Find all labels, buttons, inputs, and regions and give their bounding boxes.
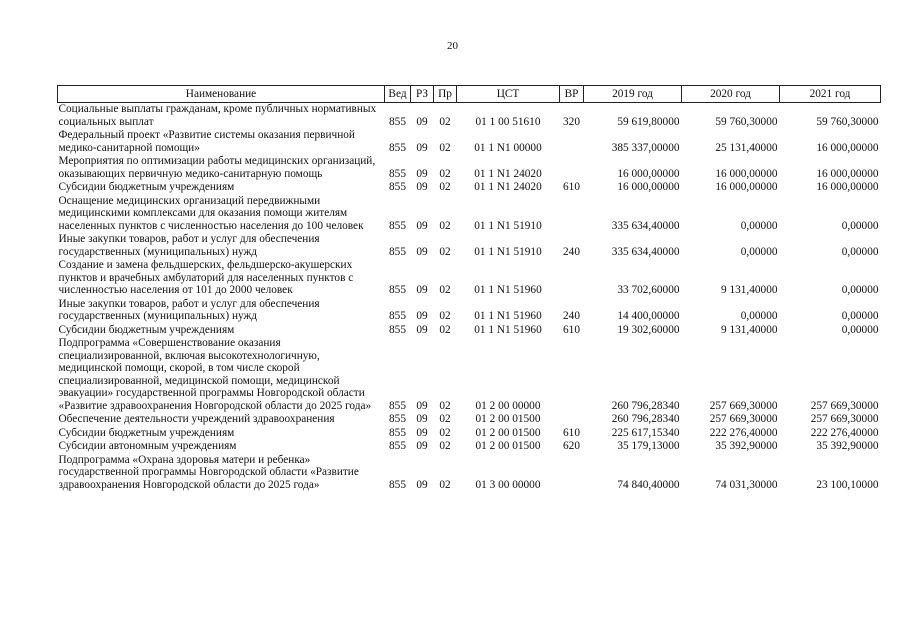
cell-rz: 09 (416, 181, 428, 193)
cell-rz: 09 (416, 426, 428, 439)
cell-2021: 0,00000 (841, 284, 879, 296)
table-row (58, 181, 881, 195)
cell-rz: 09 (416, 167, 428, 180)
table-row (58, 454, 881, 493)
cell-cst: 01 2 00 01500 (475, 413, 541, 425)
cell-rz: 09 (416, 413, 428, 425)
cell-pr: 02 (439, 141, 451, 154)
cell-cst: 01 2 00 00000 (475, 399, 541, 412)
cell-pr: 02 (439, 399, 451, 412)
cell-pr: 02 (439, 167, 451, 180)
header-rz: РЗ (411, 86, 434, 103)
cell-cst: 01 1 N1 51910 (474, 245, 542, 258)
cell-2019: 335 634,40000 (611, 219, 680, 232)
cell-rz: 09 (416, 440, 428, 452)
cell-ved: 855 (389, 310, 406, 322)
cell-pr: 02 (439, 181, 451, 193)
header-name: Наименование (58, 86, 385, 103)
header-cst: ЦСТ (457, 86, 560, 103)
cell-rz: 09 (416, 245, 428, 258)
budget-table (57, 85, 881, 492)
header-2020: 2020 год (682, 86, 780, 103)
cell-2021: 16 000,00000 (816, 167, 879, 180)
cell-pr: 02 (439, 115, 451, 128)
cell-vr: 240 (563, 310, 580, 322)
cell-cst: 01 1 N1 00000 (474, 141, 542, 154)
table-body (58, 103, 881, 493)
cell-2021: 16 000,00000 (816, 141, 879, 154)
cell-cst: 01 1 N1 24020 (474, 167, 542, 180)
cell-2021: 222 276,40000 (810, 426, 879, 439)
cell-ved: 855 (389, 323, 406, 336)
cell-pr: 02 (439, 310, 451, 322)
cell-vr (560, 454, 584, 493)
cell-vr (560, 337, 584, 413)
cell-ved: 855 (389, 284, 406, 296)
cell-rz: 09 (416, 115, 428, 128)
cell-pr: 02 (439, 440, 451, 452)
table-row (58, 259, 881, 298)
cell-cst: 01 1 N1 51960 (474, 284, 542, 296)
cell-rz: 09 (416, 219, 428, 232)
table-row (58, 337, 881, 413)
cell-ved: 855 (389, 245, 406, 258)
table-row (58, 298, 881, 324)
cell-2020: 35 392,90000 (715, 440, 778, 452)
cell-2019: 74 840,40000 (617, 478, 680, 491)
cell-rz: 09 (416, 284, 428, 296)
cell-2021: 0,00000 (841, 219, 879, 232)
cell-2019: 16 000,00000 (617, 181, 680, 193)
cell-pr: 02 (439, 219, 451, 232)
cell-2021: 23 100,10000 (816, 478, 879, 491)
header-2019: 2019 год (584, 86, 682, 103)
cell-ved: 855 (389, 181, 406, 193)
cell-pr: 02 (439, 323, 451, 336)
cell-pr: 02 (439, 245, 451, 258)
cell-cst: 01 3 00 00000 (475, 478, 541, 491)
cell-ved: 855 (389, 115, 406, 128)
cell-vr: 320 (563, 115, 580, 128)
cell-ved: 855 (389, 167, 406, 180)
cell-cst: 01 1 00 51610 (475, 115, 541, 128)
cell-name: Субсидии бюджетным учреждениям (58, 426, 235, 439)
cell-vr: 610 (563, 181, 580, 193)
cell-2020: 0,00000 (740, 245, 778, 258)
cell-2020: 0,00000 (740, 219, 778, 232)
cell-name: Мероприятия по оптимизации работы медицинских организаций, оказывающих первичную медико-санитарную помощь (58, 155, 376, 180)
cell-2020: 16 000,00000 (715, 167, 778, 180)
table-row (58, 195, 881, 234)
cell-vr: 610 (563, 426, 580, 439)
table-row (58, 103, 881, 130)
cell-cst: 01 1 N1 51960 (474, 323, 542, 336)
cell-vr (560, 259, 584, 298)
cell-2020: 257 669,30000 (709, 399, 778, 412)
cell-name: Субсидии бюджетным учреждениям (58, 323, 235, 336)
table-row (58, 155, 881, 181)
cell-2020: 9 131,40000 (721, 323, 778, 336)
cell-vr: 240 (563, 245, 580, 258)
cell-ved: 855 (389, 478, 406, 491)
cell-2020: 222 276,40000 (709, 426, 778, 439)
cell-name: Подпрограмма «Охрана здоровья матери и ребенка» государственной программы Новгородской области «Развитие здравоохранения Новгородской области до 2025 года» (58, 453, 359, 491)
cell-rz: 09 (416, 478, 428, 491)
table-row (58, 413, 881, 427)
cell-2019: 14 400,00000 (617, 310, 680, 322)
cell-2019: 335 634,40000 (611, 245, 680, 258)
table-row (58, 440, 881, 454)
cell-2019: 260 796,28340 (611, 413, 680, 425)
cell-name: Иные закупки товаров, работ и услуг для обеспечения государственных (муниципальных) нужд (58, 297, 320, 322)
cell-cst: 01 1 N1 51960 (474, 310, 542, 322)
cell-name: Субсидии автономным учреждениям (58, 440, 237, 452)
cell-2020: 25 131,40000 (715, 141, 778, 154)
cell-ved: 855 (389, 426, 406, 439)
cell-name: Субсидии бюджетным учреждениям (58, 181, 235, 193)
cell-2021: 0,00000 (841, 310, 879, 322)
cell-vr (560, 155, 584, 181)
table-row (58, 427, 881, 441)
cell-ved: 855 (389, 440, 406, 452)
cell-2021: 16 000,00000 (816, 181, 879, 193)
cell-2020: 74 031,30000 (715, 478, 778, 491)
table-row (58, 129, 881, 155)
table-row (58, 233, 881, 259)
cell-cst: 01 1 N1 24020 (474, 181, 542, 193)
cell-2019: 385 337,00000 (611, 141, 680, 154)
cell-2019: 260 796,28340 (611, 399, 680, 412)
cell-name: Федеральный проект «Развитие системы оказания первичной медико-санитарной помощи» (58, 129, 355, 154)
cell-pr: 02 (439, 413, 451, 425)
cell-pr: 02 (439, 426, 451, 439)
cell-vr (560, 195, 584, 234)
cell-ved: 855 (389, 219, 406, 232)
cell-2020: 257 669,30000 (709, 413, 778, 425)
cell-pr: 02 (439, 478, 451, 491)
cell-rz: 09 (416, 399, 428, 412)
cell-rz: 09 (416, 323, 428, 336)
cell-vr: 610 (563, 323, 580, 336)
table-header-row (58, 86, 881, 103)
cell-rz: 09 (416, 310, 428, 322)
cell-name: Иные закупки товаров, работ и услуг для обеспечения государственных (муниципальных) нужд (58, 233, 320, 258)
page-number: 20 (447, 40, 458, 52)
cell-rz: 09 (416, 141, 428, 154)
cell-2019: 35 179,13000 (617, 440, 680, 452)
header-pr: Пр (434, 86, 457, 103)
cell-2019: 16 000,00000 (617, 167, 680, 180)
cell-2021: 257 669,30000 (810, 413, 879, 425)
cell-name: Подпрограмма «Совершенствование оказания специализированной, включая высокотехнологичную, медицинской помощи, скорой, в том числе скорой специализированной, медицинской помощи, медицинской эвакуации» государственной программы Новгородской области «Развитие здравоохранения Новгородской области до 2025 года» (58, 337, 372, 412)
cell-ved: 855 (389, 413, 406, 425)
cell-2019: 225 617,15340 (611, 426, 680, 439)
cell-2019: 19 302,60000 (617, 323, 680, 336)
cell-2020: 0,00000 (740, 310, 778, 322)
cell-cst: 01 1 N1 51910 (474, 219, 542, 232)
table-row (58, 324, 881, 338)
header-vr: ВР (560, 86, 584, 103)
cell-2020: 16 000,00000 (715, 181, 778, 193)
cell-ved: 855 (389, 399, 406, 412)
cell-2020: 59 760,30000 (715, 115, 778, 128)
cell-2019: 33 702,60000 (617, 284, 680, 296)
cell-cst: 01 2 00 01500 (475, 426, 541, 439)
cell-2021: 59 760,30000 (816, 115, 879, 128)
cell-pr: 02 (439, 284, 451, 296)
cell-cst: 01 2 00 01500 (475, 440, 541, 452)
header-2021: 2021 год (780, 86, 881, 103)
cell-vr (560, 413, 584, 427)
cell-name: Социальные выплаты гражданам, кроме публичных нормативных социальных выплат (58, 103, 377, 128)
cell-vr (560, 129, 584, 155)
cell-2021: 35 392,90000 (816, 440, 879, 452)
cell-name: Оснащение медицинских организаций передвижными медицинскими комплексами для оказания помощи жителям населенных пунктов с численностью населения до 100 человек (58, 194, 364, 232)
cell-2021: 0,00000 (841, 323, 879, 336)
header-ved: Вед (385, 86, 411, 103)
cell-name: Создание и замена фельдшерских, фельдшерско-акушерских пунктов и врачебных амбулаторий для населенных пунктов с численностью населения от 101 до 2000 человек (58, 259, 354, 296)
cell-ved: 855 (389, 141, 406, 154)
cell-name: Обеспечение деятельности учреждений здравоохранения (58, 413, 335, 425)
cell-vr: 620 (563, 440, 580, 452)
cell-2021: 257 669,30000 (810, 399, 879, 412)
cell-2020: 9 131,40000 (721, 284, 778, 296)
cell-2019: 59 619,80000 (617, 115, 680, 128)
cell-2021: 0,00000 (841, 245, 879, 258)
